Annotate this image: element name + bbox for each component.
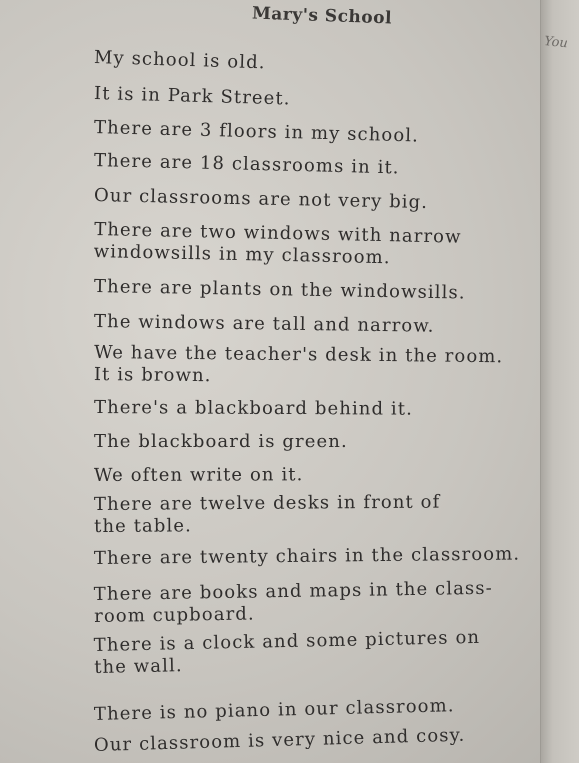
sentence: The blackboard is green. [94,431,348,452]
sentence: There are twelve desks in front of the table. [93,491,441,537]
sentence: We often write on it. [93,464,304,486]
sentence: There are 3 floors in my school. [93,117,420,147]
page-title: Mary's School [251,3,393,29]
sentence: There's a blackboard behind it. [93,397,414,420]
page-fold [540,0,579,763]
sentence: There are plants on the windowsills. [93,276,466,304]
sentence: It is in Park Street. [93,83,291,110]
sentence: Our classrooms are not very big. [93,185,429,213]
sentence: There is a clock and some pictures on the wall. [93,626,481,678]
sentence: My school is old. [93,47,266,74]
sentence: There are two windows with narrow windowsills in my classroom. [93,219,462,269]
next-page-text: You [543,34,569,52]
sentence: We have the teacher's desk in the room. It is brown. [93,342,504,387]
sentence: There is no piano in our classroom. [93,695,455,725]
sentence: Our classroom is very nice and cosy. [93,724,466,756]
sentence: There are twenty chairs in the classroom. [93,543,521,569]
sentence: There are books and maps in the class- room cupboard. [93,577,493,627]
sentence: There are 18 classrooms in it. [93,150,400,179]
sentence: The windows are tall and narrow. [93,311,435,337]
